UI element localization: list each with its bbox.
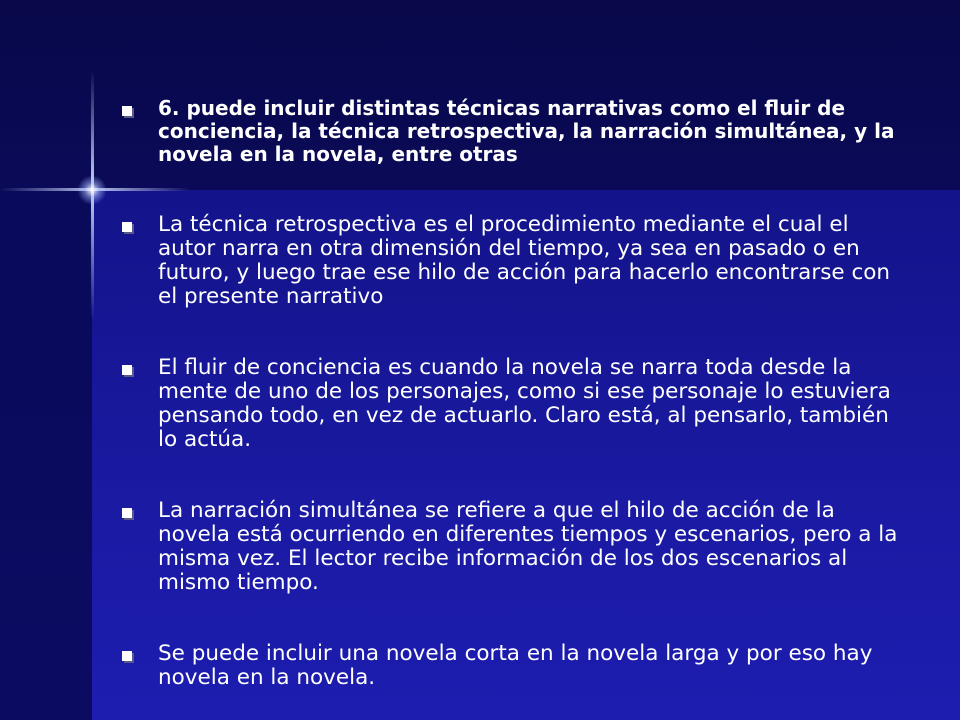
list-item-text: 6. puede incluir distintas técnicas narrativas como el fluir de conciencia, la técnica retrospectiva, la narración simultánea, y la novela en la novela, entre otras (158, 96, 895, 166)
square-bullet-icon (122, 651, 132, 661)
list-item-text: Se puede incluir una novela corta en la novela larga y por eso hay novela en la novela. (158, 641, 873, 690)
list-item-text: La técnica retrospectiva es el procedimiento mediante el cual el autor narra en otra dimensión del tiempo, ya sea en pasado o en futuro, y luego trae ese hilo de acción para hacerlo encontrarse con el presente narrativo (158, 212, 891, 309)
list-item (118, 642, 908, 690)
slide-left-strip (0, 190, 92, 720)
list-item (118, 97, 908, 166)
bullet-list (118, 97, 908, 690)
square-bullet-icon (122, 106, 132, 116)
list-item (118, 499, 908, 595)
sparkle-icon (77, 175, 107, 205)
square-bullet-icon (122, 365, 132, 375)
list-item-text: La narración simultánea se refiere a que el hilo de acción de la novela está ocurriendo en diferentes tiempos y escenarios, pero a la misma vez. El lector recibe información de los dos escenarios al mismo tiempo. (158, 498, 898, 595)
square-bullet-icon (122, 508, 132, 518)
list-item-text: El fluir de conciencia es cuando la novela se narra toda desde la mente de uno de los personajes, como si ese personaje lo estuviera pensando todo, en vez de actuarlo. Claro está, al pensarlo, también lo actúa. (158, 355, 891, 452)
list-item (118, 213, 908, 309)
list-item (118, 356, 908, 452)
square-bullet-icon (122, 222, 132, 232)
